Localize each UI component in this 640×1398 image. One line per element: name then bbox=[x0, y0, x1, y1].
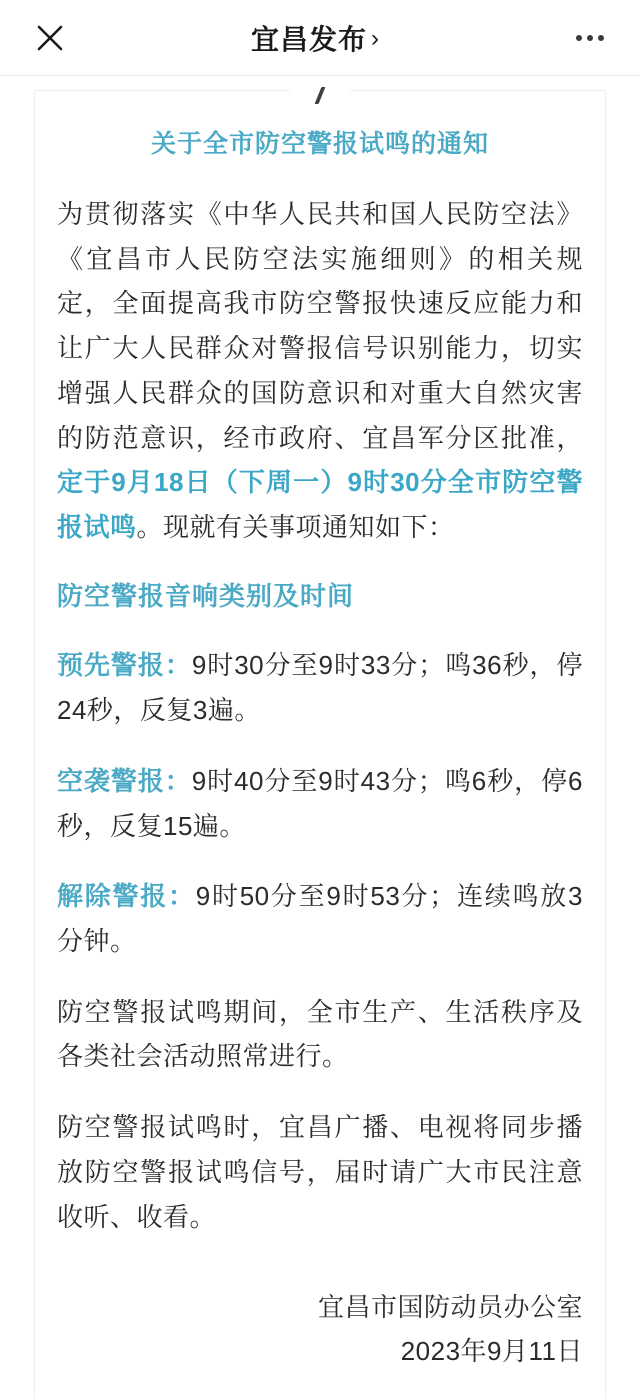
signature-organization: 宜昌市国防动员办公室 bbox=[317, 1292, 583, 1323]
alarm-label-preliminary: 预先警报： bbox=[57, 650, 192, 681]
notice-headline: 关于全市防空警报试鸣的通知 bbox=[150, 130, 489, 158]
more-dot bbox=[576, 35, 582, 41]
notice-paragraph-normal-activity: 防空警报试鸣期间，全市生产、生活秩序及各类社会活动照常进行。 bbox=[57, 996, 583, 1072]
notice-card bbox=[34, 90, 606, 1398]
more-options-icon[interactable] bbox=[568, 16, 612, 60]
alarm-item-allclear bbox=[57, 874, 583, 963]
alarm-label-allclear: 解除警报： bbox=[57, 881, 196, 912]
notice-paragraph-broadcast: 防空警报试鸣时，宜昌广播、电视将同步播放防空警报试鸣信号，届时请广大市民注意收听、收看。 bbox=[57, 1112, 583, 1232]
alarm-detail-allclear: 9时50分至9时53分；连续鸣放3分钟。 bbox=[57, 881, 583, 956]
chevron-right-icon: › bbox=[371, 24, 379, 52]
account-title-group[interactable] bbox=[62, 18, 568, 58]
intro-highlight: 定于9月18日（下周一）9时30分全市防空警报试鸣 bbox=[57, 467, 583, 543]
alarm-detail-airraid: 9时40分至9时43分；鸣6秒，停6秒，反复15遍。 bbox=[57, 765, 583, 841]
signature-date: 2023年9月11日 bbox=[400, 1336, 583, 1367]
intro-text-part2: 。现就有关事项通知如下： bbox=[136, 512, 455, 543]
article-body bbox=[0, 76, 640, 1398]
more-dot bbox=[598, 35, 604, 41]
page-title: 宜昌发布 bbox=[250, 23, 367, 55]
alarm-item-preliminary bbox=[57, 643, 583, 732]
intro-text-part1: 为贯彻落实《中华人民共和国人民防空法》《宜昌市人民防空法实施细则》的相关规定，全面提高我市防空警报快速反应能力和让广大人民群众对警报信号识别能力，切实增强人民群众的国防意识和对重大自然灾害的防范意识，经市政府、宜昌军分区批准， bbox=[57, 199, 583, 453]
signature-block bbox=[57, 1285, 583, 1373]
decorative-slash-icon bbox=[290, 85, 350, 105]
notice-paragraph-intro bbox=[57, 192, 583, 550]
alarm-item-airraid bbox=[57, 759, 583, 848]
alarm-label-airraid: 空袭警报： bbox=[57, 765, 192, 796]
section-heading-alarm-types: 防空警报音响类别及时间 bbox=[57, 580, 355, 611]
alarm-detail-preliminary: 9时30分至9时33分；鸣36秒，停24秒，反复3遍。 bbox=[57, 650, 583, 726]
top-navigation-bar bbox=[0, 0, 640, 76]
more-dot bbox=[587, 35, 593, 41]
